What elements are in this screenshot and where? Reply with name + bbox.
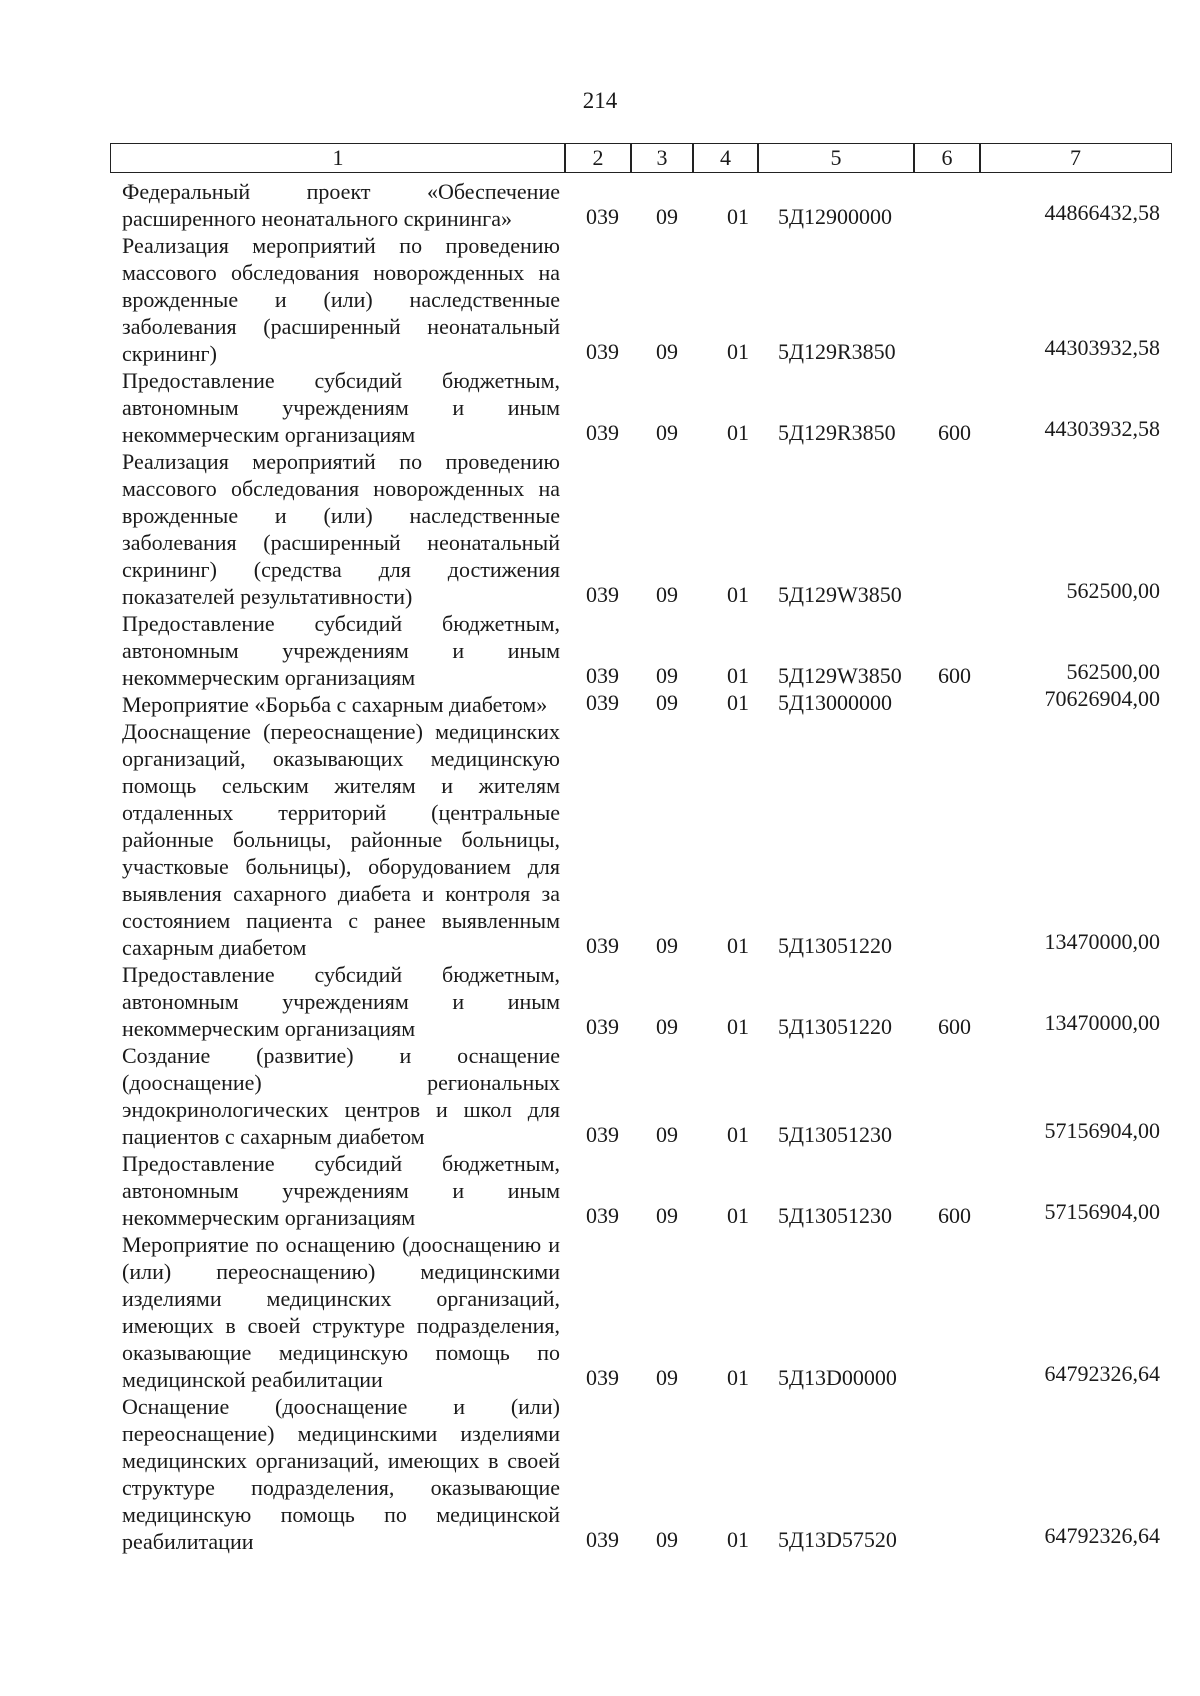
cell-col-5: 5Д129W3850 [778, 663, 902, 688]
row-values [0, 1361, 1200, 1391]
row-description: Предоставление субсидий бюджетным, автономным учреждениям и иным некоммерческим организациям [122, 1151, 560, 1230]
cell-col-2: 039 [586, 420, 619, 445]
cell-col-2: 039 [586, 663, 619, 688]
cell-col-6: 600 [938, 420, 971, 445]
cell-col-7: 562500,00 [1066, 578, 1160, 603]
cell-col-7: 44303932,58 [1044, 335, 1160, 360]
cell-col-4: 01 [727, 1014, 749, 1039]
row-values [0, 335, 1200, 365]
cell-col-7: 70626904,00 [1044, 686, 1160, 711]
cell-col-6: 600 [938, 663, 971, 688]
cell-col-3: 09 [656, 1014, 678, 1039]
table-row [0, 961, 1200, 1042]
row-values [0, 1199, 1200, 1229]
cell-col-3: 09 [656, 582, 678, 607]
cell-col-2: 039 [586, 1014, 619, 1039]
cell-col-5: 5Д129W3850 [778, 582, 902, 607]
row-values [0, 929, 1200, 959]
header-cell-5: 5 [757, 143, 915, 173]
row-values [0, 686, 1200, 716]
cell-col-5: 5Д13051230 [778, 1203, 893, 1228]
cell-col-7: 44303932,58 [1044, 416, 1160, 441]
cell-col-3: 09 [656, 1527, 678, 1552]
table-row [0, 1042, 1200, 1150]
cell-col-4: 01 [727, 690, 749, 715]
cell-col-4: 01 [727, 1365, 749, 1390]
cell-col-2: 039 [586, 582, 619, 607]
row-values [0, 1118, 1200, 1148]
cell-col-2: 039 [586, 1365, 619, 1390]
cell-col-3: 09 [656, 690, 678, 715]
row-description: Реализация мероприятий по проведению массового обследования новорожденных на врожденные и (или) наследственные заболевания (расширенный неонатальный скрининг) [122, 233, 560, 366]
row-description: Предоставление субсидий бюджетным, автономным учреждениям и иным некоммерческим организациям [122, 611, 560, 690]
cell-col-2: 039 [586, 204, 619, 229]
row-description: Мероприятие по оснащению (дооснащению и (или) переоснащению) медицинскими изделиями медицинских организаций, имеющих в своей структуре подразделения, оказывающие медицинскую помощь по медицинской реабилитации [122, 1232, 560, 1392]
row-description: Мероприятие «Борьба с сахарным диабетом» [122, 692, 548, 717]
cell-col-5: 5Д13D57520 [778, 1527, 897, 1552]
table-row [0, 718, 1200, 961]
cell-col-7: 64792326,64 [1044, 1361, 1160, 1386]
cell-col-4: 01 [727, 582, 749, 607]
cell-col-3: 09 [656, 663, 678, 688]
row-values [0, 659, 1200, 689]
cell-col-5: 5Д129R3850 [778, 339, 896, 364]
cell-col-7: 13470000,00 [1044, 1010, 1160, 1035]
cell-col-2: 039 [586, 339, 619, 364]
table-row [0, 1231, 1200, 1393]
cell-col-4: 01 [727, 933, 749, 958]
cell-col-2: 039 [586, 1527, 619, 1552]
cell-col-4: 01 [727, 1122, 749, 1147]
page-number: 214 [582, 88, 618, 113]
cell-col-5: 5Д13051230 [778, 1122, 893, 1147]
row-values [0, 1010, 1200, 1040]
cell-col-2: 039 [586, 933, 619, 958]
cell-col-7: 562500,00 [1066, 659, 1160, 684]
cell-col-3: 09 [656, 1203, 678, 1228]
table-row [0, 178, 1200, 232]
cell-col-6: 600 [938, 1203, 971, 1228]
row-values [0, 416, 1200, 446]
cell-col-5: 5Д13D00000 [778, 1365, 897, 1390]
table-body [0, 178, 1200, 1555]
table-row [0, 686, 1200, 718]
cell-col-7: 57156904,00 [1044, 1199, 1160, 1224]
cell-col-2: 039 [586, 690, 619, 715]
row-values [0, 1523, 1200, 1553]
header-cell-2: 2 [564, 143, 632, 173]
cell-col-2: 039 [586, 1203, 619, 1228]
cell-col-4: 01 [727, 339, 749, 364]
table-row [0, 367, 1200, 448]
table-row [0, 448, 1200, 610]
cell-col-5: 5Д13051220 [778, 1014, 893, 1039]
cell-col-7: 57156904,00 [1044, 1118, 1160, 1143]
cell-col-3: 09 [656, 933, 678, 958]
cell-col-3: 09 [656, 339, 678, 364]
row-description: Федеральный проект «Обеспечение расширенного неонатального скрининга» [122, 179, 560, 231]
header-cell-7: 7 [979, 143, 1172, 173]
cell-col-7: 13470000,00 [1044, 929, 1160, 954]
table-row [0, 610, 1200, 691]
cell-col-4: 01 [727, 1203, 749, 1228]
cell-col-5: 5Д129R3850 [778, 420, 896, 445]
header-cell-4: 4 [692, 143, 759, 173]
row-values [0, 200, 1200, 230]
row-values [0, 578, 1200, 608]
row-description: Реализация мероприятий по проведению массового обследования новорожденных на врожденные и (или) наследственные заболевания (расширенный неонатальный скрининг) (средства для достижения показателей результативности) [122, 449, 560, 609]
row-description: Оснащение (дооснащение и (или) переоснащение) медицинскими изделиями медицинских организаций, имеющих в своей структуре подразделения, оказывающие медицинскую помощь по медицинской реабилитации [122, 1394, 560, 1554]
cell-col-5: 5Д13000000 [778, 690, 893, 715]
cell-col-7: 64792326,64 [1044, 1523, 1160, 1548]
cell-col-4: 01 [727, 663, 749, 688]
cell-col-6: 600 [938, 1014, 971, 1039]
row-description: Дооснащение (переоснащение) медицинских организаций, оказывающих медицинскую помощь сельским жителям и жителям отдаленных территорий (центральные районные больницы, районные больницы, участковые больницы), оборудованием для выявления сахарного диабета и контроля за состоянием пациента с ранее выявленным сахарным диабетом [122, 719, 560, 960]
row-description: Предоставление субсидий бюджетным, автономным учреждениям и иным некоммерческим организациям [122, 368, 560, 447]
table-row [0, 232, 1200, 367]
row-description: Предоставление субсидий бюджетным, автономным учреждениям и иным некоммерческим организациям [122, 962, 560, 1041]
cell-col-3: 09 [656, 1122, 678, 1147]
header-cell-3: 3 [630, 143, 694, 173]
row-description: Создание (развитие) и оснащение (дооснащение) региональных эндокринологических центров и школ для пациентов с сахарным диабетом [122, 1043, 560, 1149]
table-row [0, 1393, 1200, 1555]
table-header-row [110, 143, 1172, 173]
cell-col-5: 5Д13051220 [778, 933, 893, 958]
cell-col-3: 09 [656, 420, 678, 445]
cell-col-4: 01 [727, 204, 749, 229]
cell-col-2: 039 [586, 1122, 619, 1147]
cell-col-3: 09 [656, 204, 678, 229]
cell-col-4: 01 [727, 420, 749, 445]
header-cell-1: 1 [110, 143, 566, 173]
cell-col-3: 09 [656, 1365, 678, 1390]
cell-col-7: 44866432,58 [1044, 200, 1160, 225]
cell-col-5: 5Д12900000 [778, 204, 893, 229]
header-cell-6: 6 [913, 143, 981, 173]
cell-col-4: 01 [727, 1527, 749, 1552]
table-row [0, 1150, 1200, 1231]
